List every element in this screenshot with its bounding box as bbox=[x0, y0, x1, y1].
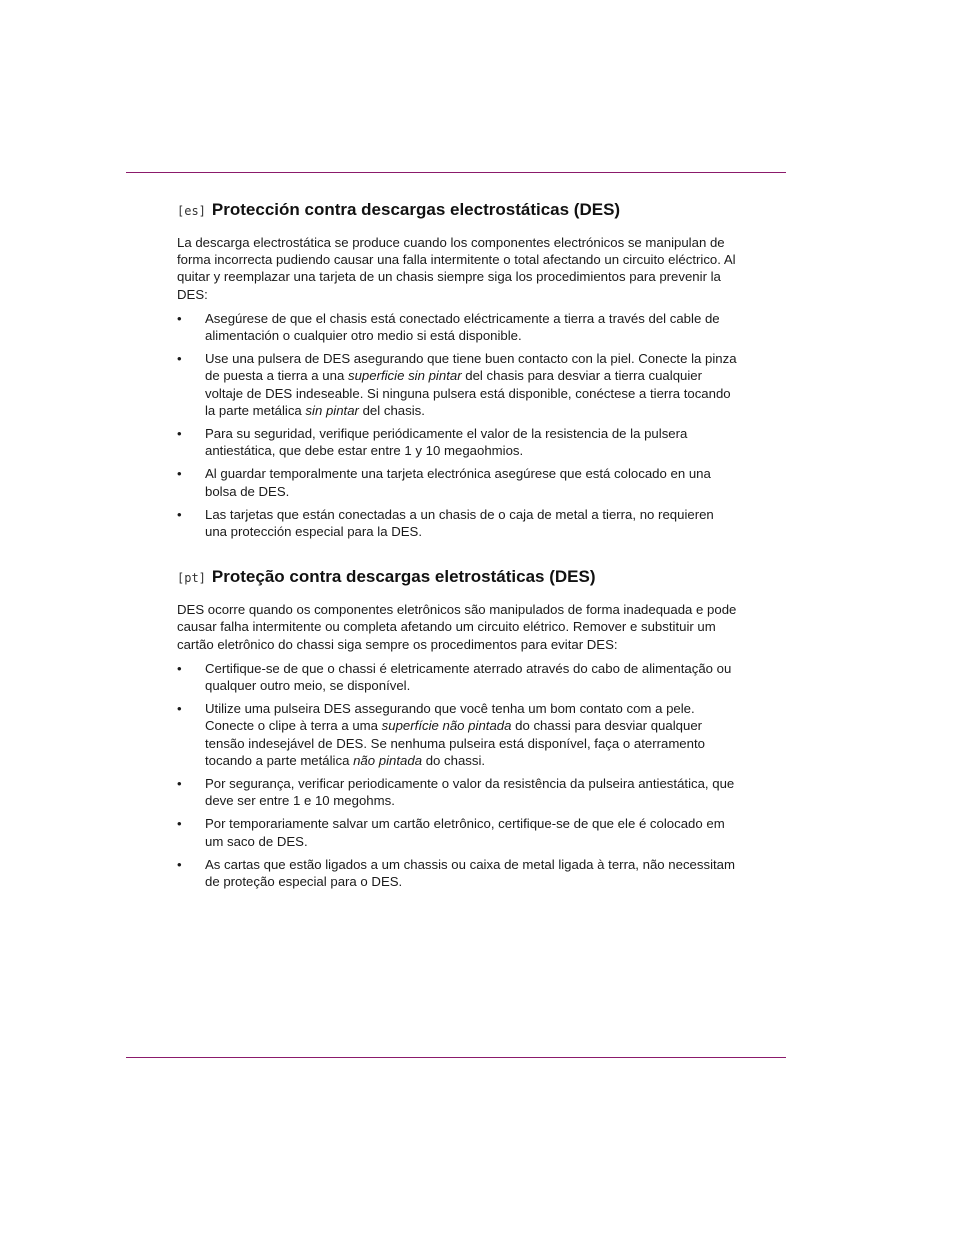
section-title: Protección contra descargas electrostáticas (DES) bbox=[211, 200, 621, 219]
list-item-text: Por temporariamente salvar um cartão eletrônico, certifique-se de que ele é colocado em um saco de DES. bbox=[205, 816, 725, 849]
list-item-text: Para su seguridad, verifique periódicamente el valor de la resistencia de la pulsera antiestática, que debe estar entre 1 y 10 megaohmios. bbox=[205, 426, 688, 459]
list-item-text: Utilize uma pulseira DES assegurando que você tenha um bom contato com a pele. Conecte o clipe à terra a uma bbox=[205, 701, 695, 734]
list-item-text: Por segurança, verificar periodicamente o valor da resistência da pulseira antiestática, que deve ser entre 1 e 10 megohms. bbox=[205, 776, 735, 809]
list-item bbox=[177, 700, 737, 769]
section-pt bbox=[177, 566, 737, 890]
emphasis-text: não pintada bbox=[353, 752, 423, 768]
bottom-rule bbox=[126, 1057, 786, 1058]
list-item bbox=[177, 815, 737, 849]
list-item-text: do chassi. bbox=[422, 752, 486, 768]
list-item bbox=[177, 506, 737, 540]
intro-paragraph: DES ocorre quando os componentes eletrônicos são manipulados de forma inadequada e pode causar falha intermitente ou completa afetando um circuito elétrico. Remover e substituir um cartão eletrônico do chassi siga sempre os procedimentos para evitar DES: bbox=[177, 602, 737, 652]
list-item-text: Asegúrese de que el chasis está conectado eléctricamente a tierra a través del cable de alimentación o cualquier otro medio si está disponible. bbox=[205, 310, 720, 344]
top-rule bbox=[126, 172, 786, 173]
list-item bbox=[177, 856, 737, 890]
bullet-icon: • bbox=[177, 660, 182, 676]
bullet-icon: • bbox=[177, 351, 182, 367]
bullet-list bbox=[177, 660, 737, 890]
language-tag: [es] bbox=[177, 204, 206, 218]
section-heading bbox=[177, 199, 737, 222]
bullet-icon: • bbox=[177, 310, 182, 326]
bullet-list bbox=[177, 310, 737, 540]
list-item-text: Certifique-se de que o chassi é eletricamente aterrado através do cabo de alimentação ou qualquer outro meio, se disponível. bbox=[205, 660, 732, 694]
emphasis-text: superficie sin pintar bbox=[347, 368, 462, 384]
list-item-text: Al guardar temporalmente una tarjeta electrónica asegúrese que está colocado en una bolsa de DES. bbox=[205, 466, 711, 499]
bullet-icon: • bbox=[177, 701, 182, 717]
bullet-icon: • bbox=[177, 466, 182, 482]
list-item-text: del chasis. bbox=[358, 402, 425, 418]
list-item bbox=[177, 310, 737, 344]
bullet-icon: • bbox=[177, 816, 182, 832]
section-es bbox=[177, 199, 737, 540]
list-item bbox=[177, 660, 737, 694]
page-content bbox=[177, 199, 737, 896]
list-item bbox=[177, 425, 737, 459]
list-item-text: Las tarjetas que están conectadas a un chasis de o caja de metal a tierra, no requieren una protección especial para la DES. bbox=[205, 506, 714, 540]
intro-paragraph: La descarga electrostática se produce cuando los componentes electrónicos se manipulan de forma incorrecta pudiendo causar una falla intermitente o total afectando un circuito eléctrico. Al quitar y reemplazar una tarjeta de un chasis siempre siga los procedimientos para prevenir la DES: bbox=[177, 235, 736, 302]
bullet-icon: • bbox=[177, 776, 182, 792]
bullet-icon: • bbox=[177, 506, 182, 522]
section-title: Proteção contra descargas eletrostáticas (DES) bbox=[211, 567, 596, 587]
list-item-text: Use una pulsera de DES asegurando que tiene buen contacto con la piel. Conecte la pinza de puesta a tierra a una bbox=[205, 351, 737, 384]
list-item bbox=[177, 465, 737, 499]
bullet-icon: • bbox=[177, 856, 182, 872]
language-tag: [pt] bbox=[177, 571, 206, 586]
emphasis-text: superfície não pintada bbox=[381, 718, 512, 734]
bullet-icon: • bbox=[177, 426, 182, 442]
section-heading bbox=[177, 566, 737, 589]
list-item-text: del chasis para desviar a tierra cualquier voltaje de DES indeseable. Si ninguna pulsera está disponible, conéctese a tierra tocando la parte metálica bbox=[205, 368, 731, 418]
emphasis-text: sin pintar bbox=[305, 402, 359, 418]
list-item-text: do chassi para desviar qualquer tensão indesejável de DES. Se nenhuma pulseira está disponível, faça o aterramento tocando a parte metálica bbox=[205, 718, 705, 768]
list-item-text: As cartas que estão ligados a um chassis ou caixa de metal ligada à terra, não necessitam de proteção especial para o DES. bbox=[205, 856, 735, 890]
list-item bbox=[177, 350, 737, 419]
list-item bbox=[177, 775, 737, 809]
